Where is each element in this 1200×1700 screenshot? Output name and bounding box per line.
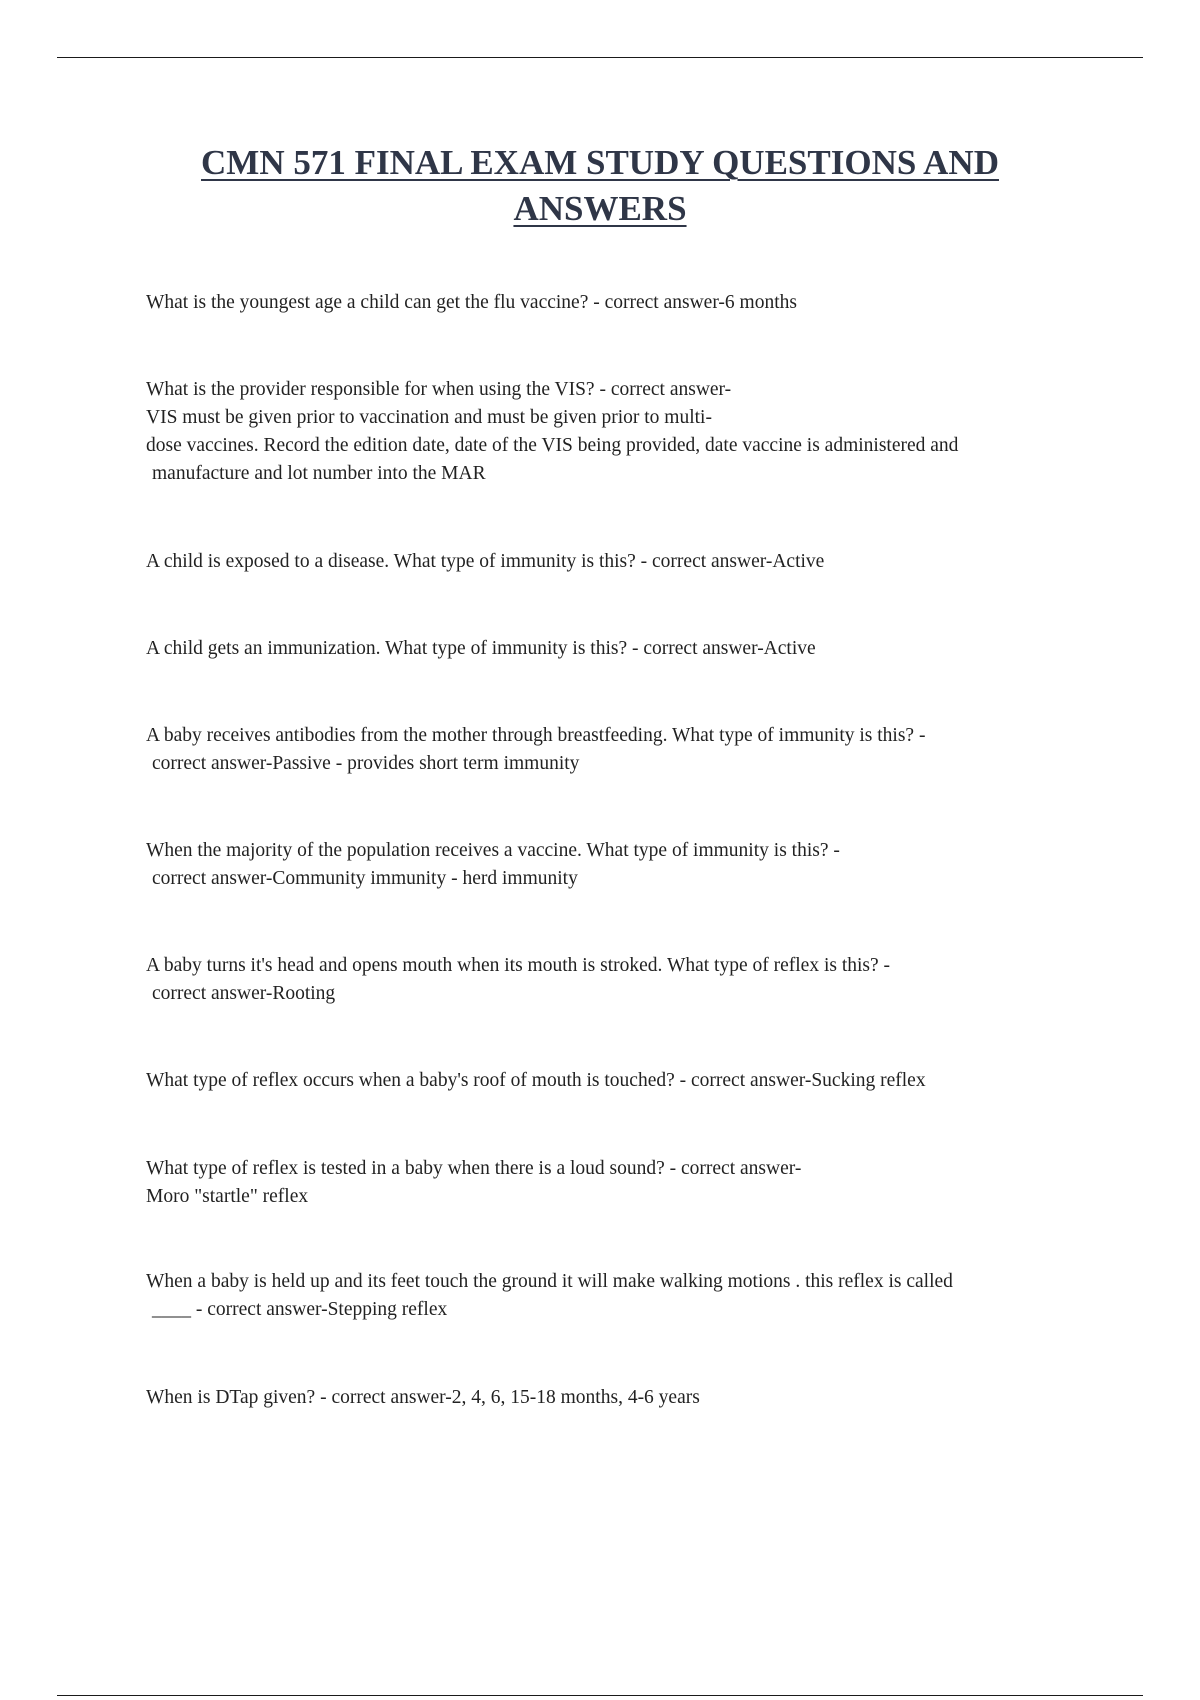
qa-line: When is DTap given? - correct answer-2, 4, 6, 15-18 months, 4-6 years	[146, 1387, 700, 1408]
document-title	[150, 140, 1050, 232]
qa-line: A child gets an immunization. What type of immunity is this? - correct answer-Active	[146, 638, 816, 659]
qa-line: VIS must be given prior to vaccination and must be given prior to multi-	[146, 407, 712, 428]
qa-line: A baby receives antibodies from the mother through breastfeeding. What type of immunity is this? -	[146, 725, 926, 746]
qa-item-vis-responsibility	[146, 376, 1096, 488]
qa-line: Moro "startle" reflex	[146, 1186, 309, 1207]
qa-line: What is the youngest age a child can get the flu vaccine? - correct answer-6 months	[146, 292, 797, 313]
qa-line: When the majority of the population receives a vaccine. What type of immunity is this? -	[146, 840, 840, 861]
qa-line: When a baby is held up and its feet touch the ground it will make walking motions . this reflex is called	[146, 1271, 953, 1292]
qa-line: ____ - correct answer-Stepping reflex	[152, 1299, 448, 1320]
bottom-rule	[57, 1695, 1143, 1696]
qa-line: correct answer-Community immunity - herd immunity	[152, 868, 578, 889]
qa-line: correct answer-Rooting	[152, 983, 336, 1004]
qa-line: A child is exposed to a disease. What type of immunity is this? - correct answer-Active	[146, 551, 825, 572]
qa-line: What is the provider responsible for when using the VIS? - correct answer-	[146, 379, 732, 400]
qa-item-disease-exposure-immunity	[146, 548, 1096, 576]
qa-line: A baby turns it's head and opens mouth when its mouth is stroked. What type of reflex is this? -	[146, 955, 891, 976]
qa-line: manufacture and lot number into the MAR	[152, 463, 486, 484]
top-rule	[57, 57, 1143, 58]
qa-item-sucking-reflex	[146, 1067, 1096, 1095]
qa-item-stepping-reflex	[146, 1268, 1096, 1324]
qa-line: What type of reflex is tested in a baby when there is a loud sound? - correct answer-	[146, 1158, 802, 1179]
qa-item-flu-vaccine-age	[146, 289, 1096, 317]
qa-line: What type of reflex occurs when a baby's roof of mouth is touched? - correct answer-Sucking reflex	[146, 1070, 926, 1091]
qa-item-community-immunity	[146, 837, 1096, 893]
qa-line: dose vaccines. Record the edition date, date of the VIS being provided, date vaccine is administered and	[146, 435, 959, 456]
title-line-2: ANSWERS	[513, 189, 687, 228]
qa-item-rooting-reflex	[146, 952, 1096, 1008]
qa-item-breastfeeding-immunity	[146, 722, 1096, 778]
qa-item-dtap-schedule	[146, 1384, 1096, 1412]
qa-item-moro-reflex	[146, 1155, 1096, 1211]
qa-item-immunization-immunity	[146, 635, 1096, 663]
title-line-1: CMN 571 FINAL EXAM STUDY QUESTIONS AND	[201, 143, 999, 182]
qa-line: correct answer-Passive - provides short term immunity	[152, 753, 580, 774]
